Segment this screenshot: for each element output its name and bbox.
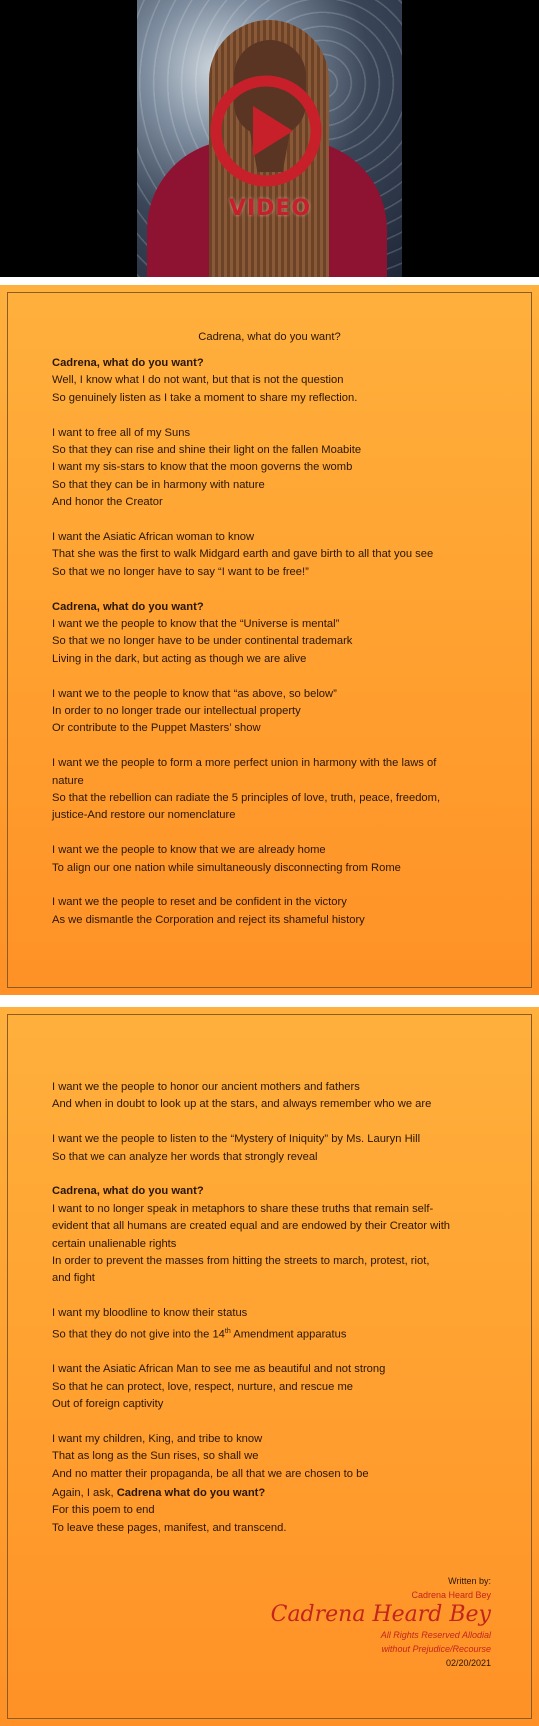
stanza-gap	[52, 1288, 511, 1305]
poem-line: justice-And restore our nomenclature	[52, 809, 236, 822]
rights-line-2: without Prejudice/Recourse	[381, 1644, 491, 1654]
poem-line: So that he can protect, love, respect, nurture, and rescue me	[52, 1380, 353, 1393]
poem-line: Out of foreign captivity	[52, 1397, 164, 1410]
stanza-gap	[52, 1166, 511, 1183]
ordinal-suffix: th	[224, 1327, 231, 1335]
poem-body-2	[52, 1079, 511, 1483]
poem-line: nature	[52, 774, 84, 787]
poem-line: I want my bloodline to know their status	[52, 1307, 248, 1320]
poem-line: So that we no longer have to be under continental trademark	[52, 635, 353, 648]
poem-line: Living in the dark, but acting as though we are alive	[52, 652, 307, 665]
poem-title: Cadrena, what do you want?	[198, 331, 341, 343]
poem-line: I want we the people to reset and be confident in the victory	[52, 896, 347, 909]
rights-line-1: All Rights Reserved Allodial	[380, 1630, 491, 1640]
poem-line: I want we the people to listen to the “Mystery of Iniquity” by Ms. Lauryn Hill	[52, 1133, 421, 1146]
poem-line: So that we can analyze her words that strongly reveal	[52, 1150, 318, 1163]
stanza-gap	[52, 407, 511, 424]
play-icon[interactable]	[207, 72, 325, 190]
closing-question: Again, I ask, Cadrena what do you want?	[52, 1487, 266, 1499]
poem-line: So genuinely listen as I take a moment to share my reflection.	[52, 391, 358, 404]
poem-line: So that they can rise and shine their light on the fallen Moabite	[52, 444, 362, 457]
poem-line: And honor the Creator	[52, 496, 163, 509]
poem-line: So that we no longer have to say “I want to be free!”	[52, 565, 309, 578]
poem-line: And no matter their propaganda, be all that we are chosen to be	[52, 1467, 369, 1480]
stanza-gap	[52, 1114, 511, 1131]
poem-line: and fight	[52, 1272, 95, 1285]
poem-line: To align our one nation while simultaneously disconnecting from Rome	[52, 861, 401, 874]
video-thumbnail[interactable]	[137, 0, 402, 277]
poem-line: That as long as the Sun rises, so shall we	[52, 1450, 259, 1463]
poem-line: In order to no longer trade our intellectual property	[52, 705, 301, 718]
stanza-gap	[52, 581, 511, 598]
poem-line: So that they do not give into the 14th Amendment apparatus	[52, 1327, 347, 1341]
poem-line: I want we to the people to know that “as above, so below”	[52, 687, 337, 700]
poem-line: Well, I know what I do not want, but that is not the question	[52, 374, 344, 387]
poem-body-1	[52, 355, 511, 929]
stanza-gap	[52, 668, 511, 685]
poem-line: Cadrena, what do you want?	[52, 600, 204, 613]
poem-line: I want the Asiatic African Man to see me as beautiful and not strong	[52, 1363, 386, 1376]
poem-line: I want to free all of my Suns	[52, 426, 191, 439]
poem-closing	[52, 1485, 511, 1537]
signature-block	[271, 1574, 491, 1670]
poem-line: I want my sis-stars to know that the moon governs the womb	[52, 461, 353, 474]
poem-line: I want we the people to know that we are already home	[52, 844, 326, 857]
closing-line: To leave these pages, manifest, and transcend.	[52, 1521, 287, 1534]
stanza-gap	[52, 512, 511, 529]
poem-line: Cadrena, what do you want?	[52, 1185, 204, 1198]
separator	[0, 277, 539, 285]
poem-line: In order to prevent the masses from hitting the streets to march, protest, riot,	[52, 1255, 430, 1268]
poem-line: So that they can be in harmony with nature	[52, 478, 265, 491]
poem-line: Or contribute to the Puppet Masters’ show	[52, 722, 261, 735]
poem-line: Cadrena, what do you want?	[52, 357, 204, 369]
poem-line: I want to no longer speak in metaphors to share these truths that remain self-	[52, 1202, 434, 1215]
poem-page-1	[0, 285, 539, 995]
stanza-gap	[52, 877, 511, 894]
video-player[interactable]	[0, 0, 539, 277]
author-name: Cadrena Heard Bey	[411, 1590, 491, 1600]
closing-line: For this poem to end	[52, 1504, 155, 1517]
video-label: VIDEO	[228, 196, 312, 221]
stanza-gap	[52, 825, 511, 842]
handwritten-signature: Cadrena Heard Bey	[270, 1602, 491, 1627]
stanza-gap	[52, 1344, 511, 1361]
signature-date: 02/20/2021	[445, 1658, 491, 1668]
poem-line: I want we the people to honor our ancient mothers and fathers	[52, 1081, 360, 1093]
written-by-label: Written by:	[448, 1576, 491, 1586]
poem-line: And when in doubt to look up at the stars, and always remember who we are	[52, 1098, 432, 1111]
poem-line: So that the rebellion can radiate the 5 principles of love, truth, peace, freedom,	[52, 792, 441, 805]
poem-line: I want the Asiatic African woman to know	[52, 531, 255, 544]
stanza-gap	[52, 1413, 511, 1430]
poem-line: evident that all humans are created equal and are endowed by their Creator with	[52, 1220, 451, 1233]
poem-line: certain unalienable rights	[52, 1237, 177, 1250]
poem-page-2	[0, 1007, 539, 1726]
separator	[0, 995, 539, 1007]
stanza-gap	[52, 738, 511, 755]
poem-line: I want my children, King, and tribe to know	[52, 1432, 263, 1445]
poem-line: That she was the first to walk Midgard earth and gave birth to all that you see	[52, 548, 434, 561]
poem-line: I want we the people to form a more perfect union in harmony with the laws of	[52, 757, 437, 770]
poem-line: I want we the people to know that the “Universe is mental”	[52, 618, 340, 631]
poem-line: As we dismantle the Corporation and reject its shameful history	[52, 913, 365, 926]
